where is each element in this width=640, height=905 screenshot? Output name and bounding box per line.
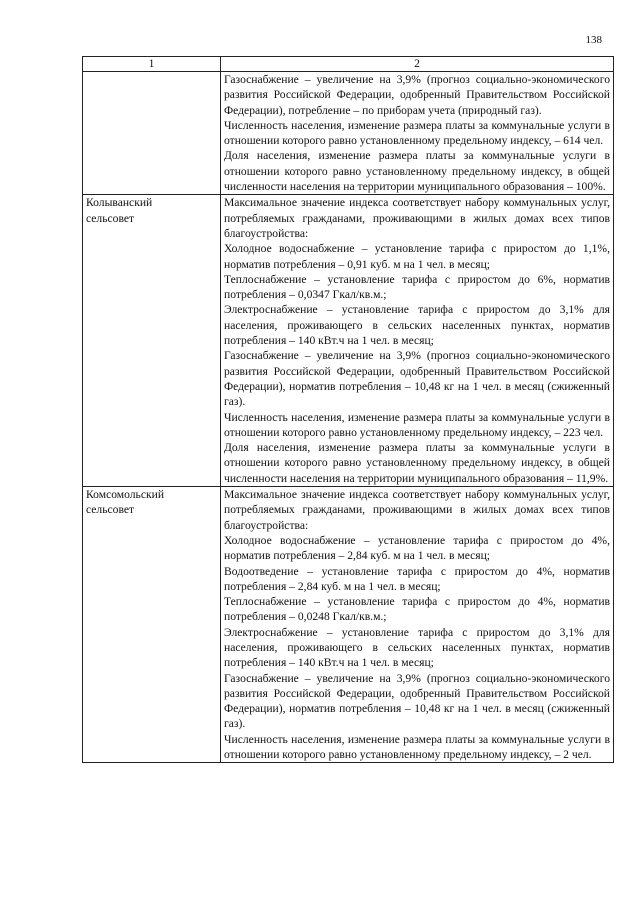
description-cell	[221, 72, 614, 195]
municipality-name-cell	[83, 72, 221, 195]
page-number: 138	[585, 34, 602, 46]
municipality-name-line: Комсомольский	[86, 488, 165, 502]
column-header-2: 2	[221, 57, 614, 72]
description-paragraph: Газоснабжение – увеличение на 3,9% (прогноз социально-экономического развития Российской Федерации, одобренный Правительством Российской Федерации), норматив потребления – 10,48 кг на 1 чел. в месяц (сжиженный газ).	[224, 671, 610, 731]
description-paragraph: Численность населения, изменение размера платы за коммунальные услуги в отношении которого равно установленному предельному индексу, – 2 чел.	[224, 732, 610, 762]
description-paragraph: Холодное водоснабжение – установление тарифа с приростом до 4%, норматив потребления – 2,84 куб. м на 1 чел. в месяц;	[224, 533, 610, 563]
description-paragraph: Электроснабжение – установление тарифа с приростом до 3,1% для населения, проживающего в сельских населенных пунктах, норматив потребления – 140 кВт.ч на 1 чел. в месяц;	[224, 625, 610, 670]
municipality-name-cell	[83, 487, 221, 763]
description-paragraph: Теплоснабжение – установление тарифа с приростом до 6%, норматив потребления – 0,0347 Гкал/кв.м.;	[224, 272, 610, 302]
table-header-row	[83, 57, 614, 72]
municipal-index-table	[82, 56, 614, 763]
municipality-name-line: сельсовет	[86, 503, 135, 517]
description-paragraph: Максимальное значение индекса соответствует набору коммунальных услуг, потребляемых гражданами, проживающими в жилых домах всех типов благоустройства:	[224, 196, 610, 240]
table-row	[83, 72, 614, 195]
table-row	[83, 195, 614, 487]
municipality-name-line: Колыванский	[86, 196, 153, 210]
description-paragraph: Максимальное значение индекса соответствует набору коммунальных услуг, потребляемых гражданами, проживающими в жилых домах всех типов благоустройства:	[224, 488, 610, 532]
description-paragraph: Численность населения, изменение размера платы за коммунальные услуги в отношении которого равно установленному предельному индексу, – 223 чел.	[224, 410, 610, 439]
description-paragraph: Холодное водоснабжение – установление тарифа с приростом до 1,1%, норматив потребления – 0,91 куб. м на 1 чел. в месяц;	[224, 242, 610, 271]
column-header-1: 1	[83, 57, 221, 72]
description-cell	[221, 195, 614, 487]
description-paragraph: Доля населения, изменение размера платы за коммунальные услуги в отношении которого равно установленному предельному индексу, в общей численности населения на территории муниципального образования – 11,9%.	[224, 441, 610, 485]
description-paragraph: Водоотведение – установление тарифа с приростом до 4%, норматив потребления – 2,84 куб. м на 1 чел. в месяц;	[224, 564, 610, 593]
table-row	[83, 487, 614, 763]
description-paragraph: Численность населения, изменение размера платы за коммунальные услуги в отношении которого равно установленному предельному индексу, – 614 чел.	[224, 118, 610, 148]
description-paragraph: Доля населения, изменение размера платы за коммунальные услуги в отношении которого равно установленному предельному индексу, в общей численности населения на территории муниципального образования – 100%.	[224, 149, 610, 194]
description-cell	[221, 487, 614, 763]
municipality-name-cell	[83, 195, 221, 487]
municipality-name-line: сельсовет	[86, 211, 135, 225]
description-paragraph: Электроснабжение – установление тарифа с приростом до 3,1% для населения, проживающего в сельских населенных пунктах, норматив потребления – 140 кВт.ч на 1 чел. в месяц;	[224, 303, 610, 348]
description-paragraph: Теплоснабжение – установление тарифа с приростом до 4%, норматив потребления – 0,0248 Гкал/кв.м.;	[224, 595, 610, 624]
description-paragraph: Газоснабжение – увеличение на 3,9% (прогноз социально-экономического развития Российской Федерации, одобренный Правительством Российской Федерации), потребление – по приборам учета (природный газ).	[224, 73, 610, 117]
description-paragraph: Газоснабжение – увеличение на 3,9% (прогноз социально-экономического развития Российской Федерации, одобренный Правительством Российской Федерации), норматив потребления – 10,48 кг на 1 чел. в месяц (сжиженный газ).	[224, 349, 610, 409]
